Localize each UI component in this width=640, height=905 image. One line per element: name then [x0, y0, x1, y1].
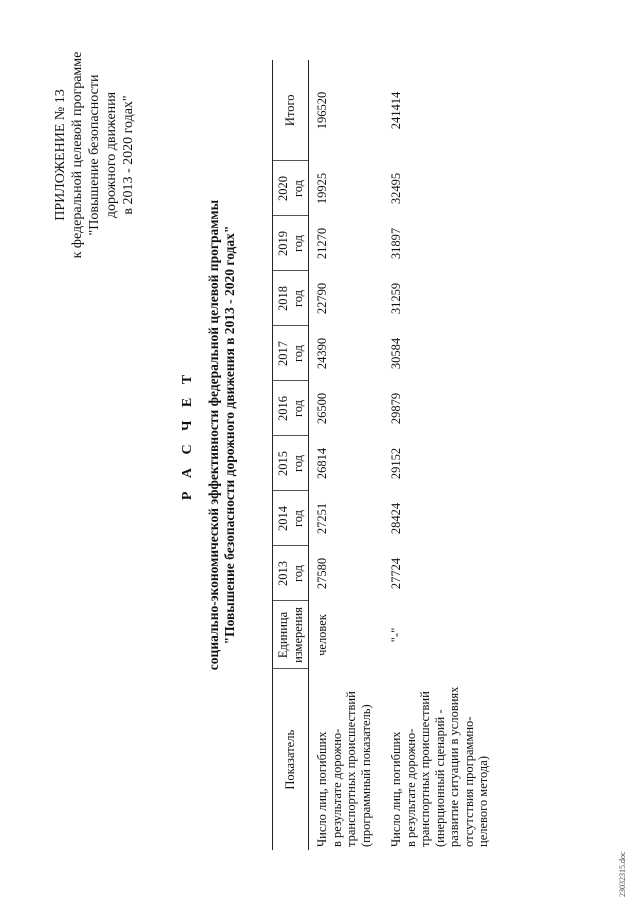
- header-year: [273, 491, 309, 546]
- appendix-number: ПРИЛОЖЕНИЕ № 13: [53, 89, 68, 221]
- indicator-cell: [309, 669, 384, 850]
- value-cell: 28424: [389, 502, 403, 535]
- appendix-line: "Повышение безопасности: [87, 74, 102, 236]
- value-cell: 29879: [389, 392, 403, 425]
- header-total: Итого: [273, 60, 309, 161]
- file-reference: 23032315.doc: [618, 851, 627, 897]
- header-year: [273, 161, 309, 216]
- document-title: [180, 65, 238, 805]
- header-year: [273, 216, 309, 271]
- year-word: год: [290, 399, 305, 418]
- appendix-line: дорожного движения: [104, 91, 119, 219]
- total-cell: 196520: [315, 91, 329, 130]
- value-cell: 27580: [315, 557, 329, 590]
- year-label: 2017: [276, 341, 290, 366]
- appendix-line: в 2013 - 2020 годах": [121, 95, 136, 215]
- header-unit-line2: измерения: [290, 607, 305, 663]
- value-cell: 26814: [315, 447, 329, 480]
- year-word: год: [290, 179, 305, 198]
- year-label: 2020: [276, 176, 290, 201]
- value-cell: 32495: [389, 172, 403, 205]
- title-line-1: социально-экономической эффективности федеральной целевой программы: [206, 199, 221, 671]
- header-year: [273, 546, 309, 601]
- year-label: 2018: [276, 286, 290, 311]
- total-cell: 241414: [389, 91, 403, 130]
- header-year: [273, 326, 309, 381]
- year-word: год: [290, 289, 305, 308]
- title-main: Р А С Ч Е Т: [180, 369, 195, 501]
- efficiency-table: [272, 60, 501, 850]
- value-cell: 24390: [315, 337, 329, 370]
- value-cell: 27724: [389, 557, 403, 590]
- value-cell: 31259: [389, 282, 403, 315]
- header-unit: [273, 601, 309, 669]
- table-row: [383, 60, 501, 850]
- indicator-line: в результате дорожно-: [329, 728, 344, 847]
- year-word: год: [290, 454, 305, 473]
- header-unit-line1: Единица: [276, 611, 290, 659]
- value-cell: 27251: [315, 502, 329, 535]
- year-label: 2015: [276, 451, 290, 476]
- header-year: [273, 381, 309, 436]
- year-word: год: [290, 344, 305, 363]
- value-cell: 31897: [389, 227, 403, 260]
- table-header-row: [273, 60, 309, 850]
- indicator-line: отсутствия программно-: [461, 716, 476, 847]
- year-label: 2016: [276, 396, 290, 421]
- indicator-line: Число лиц, погибших: [389, 731, 403, 847]
- indicator-line: Число лиц, погибших: [315, 731, 329, 847]
- year-word: год: [290, 234, 305, 253]
- title-line-2: "Повышение безопасности дорожного движения в 2013 - 2020 годах": [222, 225, 237, 645]
- value-cell: 22790: [315, 282, 329, 315]
- indicator-line: транспортных происшествий: [344, 691, 358, 847]
- year-word: год: [290, 509, 305, 528]
- indicator-line: транспортных происшествий: [418, 691, 432, 847]
- indicator-line: (инерционный сценарий -: [432, 709, 447, 847]
- unit-cell: "-": [389, 627, 403, 643]
- value-cell: 21270: [315, 227, 329, 260]
- indicator-line: в результате дорожно-: [403, 728, 418, 847]
- value-cell: 19925: [315, 172, 329, 205]
- value-cell: 26500: [315, 392, 329, 425]
- header-year: [273, 271, 309, 326]
- header-year: [273, 436, 309, 491]
- indicator-line: (программный показатель): [358, 704, 373, 847]
- header-indicator: Показатель: [273, 669, 309, 850]
- table-row: [309, 60, 384, 850]
- value-cell: 29152: [389, 447, 403, 480]
- year-label: 2014: [276, 506, 290, 531]
- year-word: год: [290, 564, 305, 583]
- value-cell: 30584: [389, 337, 403, 370]
- indicator-cell: [383, 669, 501, 850]
- year-label: 2013: [276, 561, 290, 586]
- year-label: 2019: [276, 231, 290, 256]
- appendix-header: [52, 25, 137, 285]
- indicator-line: развитие ситуации в условиях: [447, 686, 461, 847]
- unit-cell: человек: [315, 614, 329, 656]
- appendix-line: к федеральной целевой программе: [70, 51, 85, 259]
- indicator-line: целевого метода): [476, 756, 490, 847]
